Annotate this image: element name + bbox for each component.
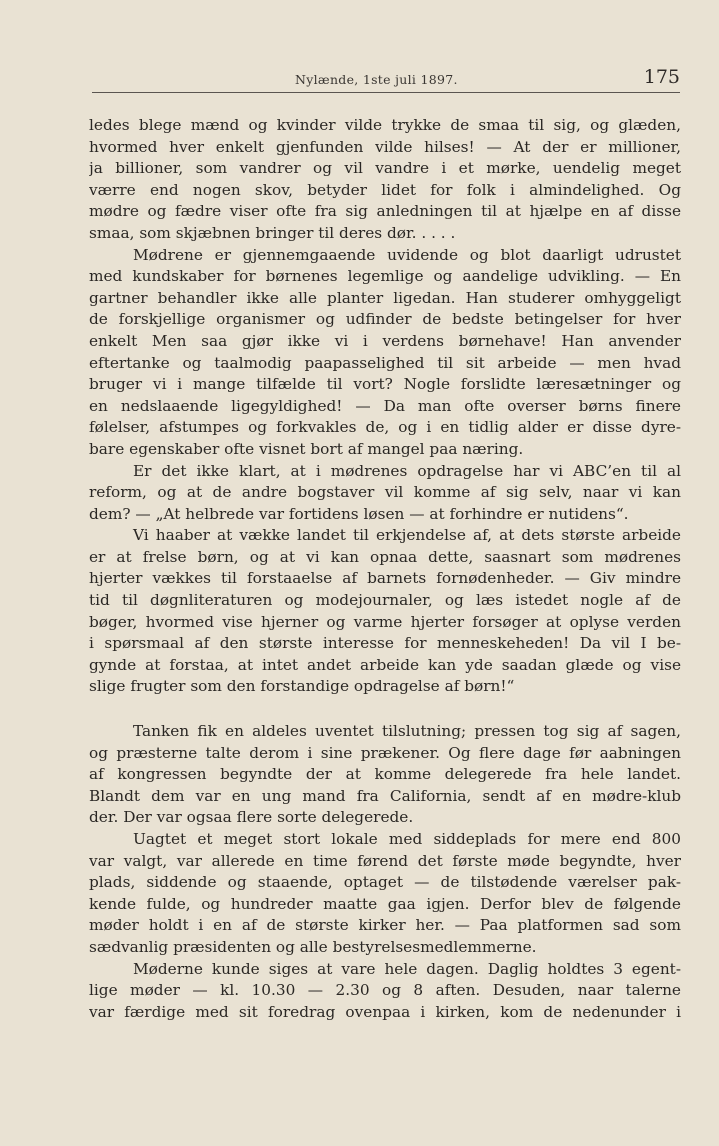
text-line: bruger vi i mange tilfælde til vort? Nogle forslidte læresætninger og: [89, 375, 681, 394]
text-line: sædvanlig præsidenten og alle bestyrelsesmedlemmerne.: [89, 937, 537, 956]
text-line: værre end nogen skov, betyder lidet for folk i almindelighed. Og: [89, 180, 681, 199]
article-body: [89, 115, 681, 1023]
text-line: hvormed hver enkelt gjenfunden vilde hilses! — At der er millioner,: [89, 137, 681, 156]
text-line: mødre og fædre viser ofte fra sig anledningen til at hjælpe en af disse: [89, 202, 681, 221]
header-rule: [92, 92, 680, 93]
text-line: en nedslaaende ligegyldighed! — Da man ofte overser børns finere: [89, 396, 681, 415]
text-line: slige frugter som den forstandige opdragelse af børn!“: [89, 677, 515, 696]
text-line: var færdige med sit foredrag ovenpaa i kirken, kom de nedenunder i: [89, 1002, 681, 1021]
text-line: der. Der var ogsaa flere sorte delegerede.: [89, 808, 414, 827]
text-line: bøger, hvormed vise hjerner og varme hjerter forsøger at oplyse verden: [89, 612, 681, 631]
text-line: møder holdt i en af de største kirker her. — Paa platformen sad som: [89, 916, 681, 935]
text-line: dem? — „At helbrede var fortidens løsen — at forhindre er nutidens“.: [89, 504, 629, 523]
page-header: [90, 66, 680, 90]
text-line: følelser, afstumpes og forkvakles de, og i en tidlig alder er disse dyre-: [89, 418, 681, 437]
text-line: og præsterne talte derom i sine prækener. Og flere dage før aabningen: [89, 743, 681, 762]
text-line: ja billioner, som vandrer og vil vandre i et mørke, uendelig meget: [89, 159, 681, 178]
text-line: i spørsmaal af den største interesse for menneskeheden! Da vil I be-: [89, 634, 681, 653]
text-line: de forskjellige organismer og udfinder de bedste betingelser for hver: [89, 310, 681, 329]
section-break: [89, 698, 681, 721]
text-line: med kundskaber for børnenes legemlige og aandelige udvikling. — En: [89, 267, 681, 286]
text-line: reform, og at de andre bogstaver vil komme af sig selv, naar vi kan: [89, 483, 681, 502]
text-line: plads, siddende og staaende, optaget — de tilstødende værelser pak-: [89, 873, 681, 892]
text-line: Er det ikke klart, at i mødrenes opdragelse har vi ABC’en til al: [133, 461, 681, 480]
text-line: enkelt Men saa gjør ikke vi i verdens børnehave! Han anvender: [89, 331, 681, 350]
running-head: Nylænde, 1ste juli 1897.: [295, 72, 458, 87]
text-line: Vi haaber at vække landet til erkjendelse af, at dets største arbeide: [133, 526, 681, 545]
text-line: af kongressen begyndte der at komme delegerede fra hele landet.: [89, 765, 681, 784]
text-line: kende fulde, og hundreder maatte gaa igjen. Derfor blev de følgende: [89, 894, 681, 913]
text-line: er at frelse børn, og at vi kan opnaa dette, saasnart som mødrenes: [89, 547, 681, 566]
text-line: Blandt dem var en ung mand fra California, sendt af en mødre-klub: [89, 786, 681, 805]
text-line: tid til døgnliteraturen og modejournaler, og læs istedet nogle af de: [89, 591, 681, 610]
text-line: hjerter vækkes til forstaaelse af barnets fornødenheder. — Giv mindre: [89, 569, 681, 588]
text-line: gartner behandler ikke alle planter ligedan. Han studerer omhyggeligt: [89, 288, 681, 307]
text-line: ledes blege mænd og kvinder vilde trykke de smaa til sig, og glæden,: [89, 116, 681, 134]
text-line: gynde at forstaa, at intet andet arbeide kan yde saadan glæde og vise: [89, 655, 681, 674]
text-line: smaa, som skjæbnen bringer til deres dør. . . . .: [89, 223, 456, 242]
text-line: Tanken fik en aldeles uventet tilslutning; pressen tog sig af sagen,: [133, 722, 681, 741]
text-line: var valgt, var allerede en time førend det første møde begyndte, hver: [89, 851, 681, 870]
page-number: 175: [643, 66, 680, 88]
text-line: eftertanke og taalmodig paapasselighed til sit arbeide — men hvad: [89, 353, 681, 372]
text-line: Mødrene er gjennemgaaende uvidende og blot daarligt udrustet: [133, 245, 681, 264]
text-line: Uagtet et meget stort lokale med siddeplads for mere end 800: [133, 830, 681, 848]
text-line: Møderne kunde siges at vare hele dagen. Daglig holdtes 3 egent-: [133, 959, 681, 978]
text-line: bare egenskaber ofte visnet bort af mangel paa næring.: [89, 439, 524, 458]
text-line: lige møder — kl. 10.30 — 2.30 og 8 aften. Desuden, naar talerne: [89, 981, 681, 1000]
